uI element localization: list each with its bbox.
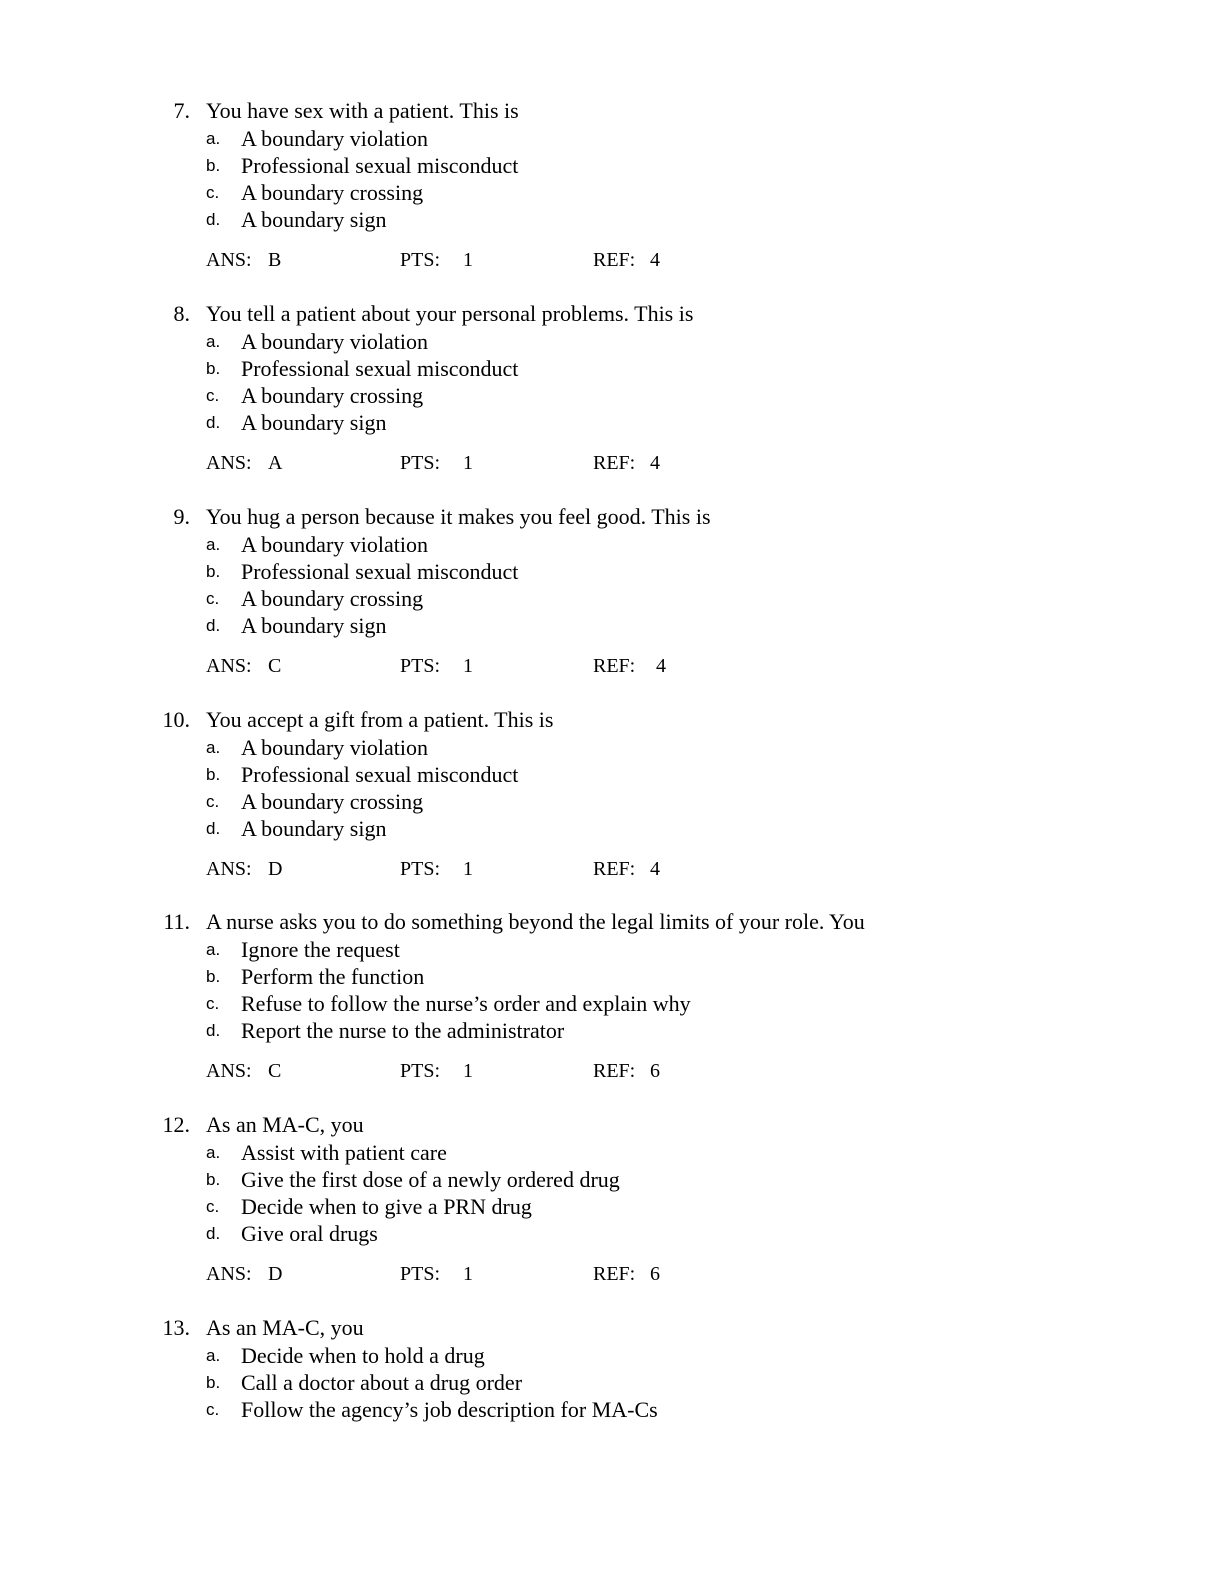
option-a	[150, 125, 1050, 152]
option-a	[150, 531, 1050, 558]
pts-label: PTS:	[400, 655, 441, 677]
ans-value: C	[268, 655, 282, 677]
option-letter: d.	[206, 1021, 221, 1040]
pts-value: 1	[463, 1263, 473, 1285]
option-text: A boundary crossing	[241, 789, 424, 814]
answer-row	[150, 1058, 1050, 1084]
ref-value: 6	[650, 1060, 660, 1082]
option-letter: b.	[206, 359, 221, 378]
question-number: 11.	[163, 909, 190, 934]
option-b	[150, 963, 1050, 990]
question-text: You tell a patient about your personal problems. This is	[206, 301, 694, 326]
question-line	[150, 300, 1050, 328]
option-letter: d.	[206, 210, 221, 229]
question-11	[150, 908, 1050, 1084]
answer-row	[150, 653, 1050, 679]
ans-label: ANS:	[206, 1263, 252, 1285]
answer-row	[150, 450, 1050, 476]
option-d	[150, 206, 1050, 233]
option-letter: c.	[206, 183, 220, 202]
question-13	[150, 1314, 1050, 1423]
option-text: Call a doctor about a drug order	[241, 1370, 523, 1395]
option-letter: c.	[206, 386, 220, 405]
option-letter: b.	[206, 765, 221, 784]
question-text: You have sex with a patient. This is	[206, 98, 519, 123]
option-a	[150, 936, 1050, 963]
pts-label: PTS:	[400, 452, 441, 474]
option-c	[150, 585, 1050, 612]
option-d	[150, 1017, 1050, 1044]
ref-value: 4	[650, 249, 660, 271]
option-list	[150, 734, 1050, 842]
option-d	[150, 612, 1050, 639]
ref-value: 4	[656, 655, 666, 677]
option-text: Give the first dose of a newly ordered drug	[241, 1167, 620, 1192]
option-text: Decide when to give a PRN drug	[241, 1194, 532, 1219]
option-letter: d.	[206, 819, 221, 838]
option-text: A boundary violation	[241, 735, 428, 760]
ref-label: REF:	[593, 1263, 636, 1285]
option-list	[150, 125, 1050, 233]
answer-row	[150, 1261, 1050, 1287]
option-letter: d.	[206, 616, 221, 635]
ans-value: C	[268, 1060, 282, 1082]
ans-value: D	[268, 858, 283, 880]
option-d	[150, 409, 1050, 436]
option-b	[150, 355, 1050, 382]
ref-value: 4	[650, 858, 660, 880]
option-text: Ignore the request	[241, 937, 400, 962]
option-letter: b.	[206, 1170, 221, 1189]
option-c	[150, 382, 1050, 409]
option-text: A boundary sign	[241, 816, 387, 841]
question-line	[150, 1111, 1050, 1139]
ref-label: REF:	[593, 1060, 636, 1082]
option-a	[150, 1342, 1050, 1369]
option-text: A boundary crossing	[241, 383, 424, 408]
option-letter: d.	[206, 413, 221, 432]
option-letter: b.	[206, 1373, 221, 1392]
pts-value: 1	[463, 1060, 473, 1082]
question-text: A nurse asks you to do something beyond the legal limits of your role. You	[206, 909, 865, 934]
ref-value: 6	[650, 1263, 660, 1285]
option-text: Perform the function	[241, 964, 425, 989]
ref-value: 4	[650, 452, 660, 474]
option-list	[150, 328, 1050, 436]
option-c	[150, 990, 1050, 1017]
question-line	[150, 1314, 1050, 1342]
ans-value: B	[268, 249, 282, 271]
ans-label: ANS:	[206, 1060, 252, 1082]
option-letter: a.	[206, 738, 221, 757]
option-letter: a.	[206, 940, 221, 959]
option-a	[150, 328, 1050, 355]
question-8	[150, 300, 1050, 476]
option-a	[150, 734, 1050, 761]
option-c	[150, 788, 1050, 815]
question-9	[150, 503, 1050, 679]
question-10	[150, 706, 1050, 882]
option-text: A boundary crossing	[241, 180, 424, 205]
pts-value: 1	[463, 452, 473, 474]
option-text: Professional sexual misconduct	[241, 356, 519, 381]
ans-label: ANS:	[206, 452, 252, 474]
ref-label: REF:	[593, 452, 636, 474]
question-line	[150, 706, 1050, 734]
option-list	[150, 531, 1050, 639]
option-letter: b.	[206, 156, 221, 175]
option-text: A boundary violation	[241, 329, 428, 354]
option-letter: b.	[206, 562, 221, 581]
option-letter: d.	[206, 1224, 221, 1243]
question-text: As an MA-C, you	[206, 1112, 364, 1137]
option-text: A boundary sign	[241, 410, 387, 435]
option-letter: a.	[206, 535, 221, 554]
option-b	[150, 558, 1050, 585]
question-text: As an MA-C, you	[206, 1315, 364, 1340]
option-list	[150, 936, 1050, 1044]
answer-row	[150, 247, 1050, 273]
option-c	[150, 1396, 1050, 1423]
option-text: A boundary crossing	[241, 586, 424, 611]
option-text: A boundary sign	[241, 613, 387, 638]
option-letter: c.	[206, 994, 220, 1013]
option-b	[150, 152, 1050, 179]
question-number: 7.	[173, 98, 190, 123]
option-letter: c.	[206, 589, 220, 608]
option-letter: c.	[206, 792, 220, 811]
pts-value: 1	[463, 655, 473, 677]
question-number: 12.	[162, 1112, 190, 1137]
option-letter: b.	[206, 967, 221, 986]
question-number: 10.	[162, 707, 190, 732]
option-c	[150, 1193, 1050, 1220]
pts-value: 1	[463, 858, 473, 880]
option-text: Professional sexual misconduct	[241, 762, 519, 787]
option-list	[150, 1139, 1050, 1247]
option-d	[150, 815, 1050, 842]
option-a	[150, 1139, 1050, 1166]
option-text: A boundary violation	[241, 126, 428, 151]
option-letter: c.	[206, 1197, 220, 1216]
pts-value: 1	[463, 249, 473, 271]
option-b	[150, 1369, 1050, 1396]
pts-label: PTS:	[400, 858, 441, 880]
option-text: A boundary violation	[241, 532, 428, 557]
question-line	[150, 908, 1050, 936]
ans-label: ANS:	[206, 249, 252, 271]
option-b	[150, 1166, 1050, 1193]
option-letter: c.	[206, 1400, 220, 1419]
pts-label: PTS:	[400, 249, 441, 271]
ans-value: A	[268, 452, 283, 474]
question-text: You accept a gift from a patient. This is	[206, 707, 554, 732]
question-7	[150, 97, 1050, 273]
question-number: 9.	[173, 504, 190, 529]
ans-label: ANS:	[206, 655, 252, 677]
option-d	[150, 1220, 1050, 1247]
pts-label: PTS:	[400, 1263, 441, 1285]
question-line	[150, 97, 1050, 125]
option-letter: a.	[206, 1143, 221, 1162]
option-text: Give oral drugs	[241, 1221, 378, 1246]
ref-label: REF:	[593, 249, 636, 271]
option-letter: a.	[206, 129, 221, 148]
pts-label: PTS:	[400, 1060, 441, 1082]
option-letter: a.	[206, 1346, 221, 1365]
question-number: 13.	[162, 1315, 190, 1340]
option-text: A boundary sign	[241, 207, 387, 232]
option-b	[150, 761, 1050, 788]
question-number: 8.	[173, 301, 190, 326]
answer-row	[150, 856, 1050, 882]
question-line	[150, 503, 1050, 531]
ans-label: ANS:	[206, 858, 252, 880]
option-text: Decide when to hold a drug	[241, 1343, 485, 1368]
question-text: You hug a person because it makes you feel good. This is	[206, 504, 711, 529]
option-text: Professional sexual misconduct	[241, 153, 519, 178]
option-text: Refuse to follow the nurse’s order and explain why	[241, 991, 691, 1016]
question-12	[150, 1111, 1050, 1287]
option-text: Assist with patient care	[241, 1140, 447, 1165]
option-text: Professional sexual misconduct	[241, 559, 519, 584]
option-list	[150, 1342, 1050, 1423]
ans-value: D	[268, 1263, 283, 1285]
option-c	[150, 179, 1050, 206]
option-text: Report the nurse to the administrator	[241, 1018, 565, 1043]
ref-label: REF:	[593, 858, 636, 880]
option-text: Follow the agency’s job description for MA-Cs	[241, 1397, 658, 1422]
option-letter: a.	[206, 332, 221, 351]
ref-label: REF:	[593, 655, 636, 677]
